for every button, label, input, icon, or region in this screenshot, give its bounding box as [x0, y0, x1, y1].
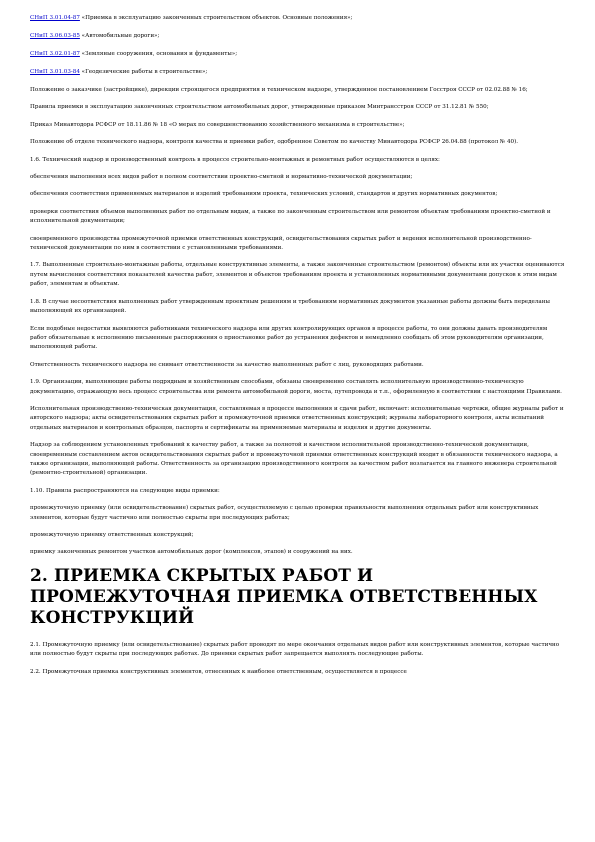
paragraph: Положение о заказчике (застройщике), дирекции строящегося предприятия и техническом надзоре, утвержденное постановлением Госстроя СССР от 02.02.88 № 16; [30, 87, 528, 93]
reference-line [30, 14, 565, 22]
reference-line [30, 50, 565, 58]
paragraph: 1.7. Выполненные строительно-монтажные работы, отдельные конструктивные элементы, а также законченные строительством (ремонтом) объекты или их участки оцениваются путем вычисления соответствия показателей качества работ, элементов и объектов требованиям проекта и установленных нормативными документами допусков к этим видам работ, элементам и объектам. [30, 262, 565, 288]
paragraph: своевременного производства промежуточной приемки ответственных конструкций, освидетельствования скрытых работ и ведения исполнительной производственно-технической документации по ним в соответствии с установленными требованиями. [30, 235, 532, 252]
paragraph: Надзор за соблюдением установленных требований к качеству работ, а также за полнотой и качеством исполнительной производственно-технической документации, своевременным составлением актов освидетельствования скрытых работ и промежуточной приемки ответственных конструкций входит в обязанности технического надзора, а также организации, выполняющей работы. Ответственность за организацию производственного контроля за качеством работ возлагается на главного инженера строительной (ремонтно-строительной) организации. [30, 442, 558, 477]
reference-text: «Геодезические работы в строительстве»; [79, 69, 208, 75]
paragraph: 2.2. Промежуточная приемка конструктивных элементов, отнесенных к наиболее ответственным, осуществляется в процессе [30, 668, 407, 675]
paragraph: обеспечения выполнения всех видов работ в полном соответствии проектно-сметной и нормативно-технической документации; [30, 174, 413, 181]
reference-link[interactable]: СНиП 3.01.04-87 [30, 15, 80, 21]
paragraph: промежуточную приемку ответственных конструкций; [30, 532, 194, 538]
paragraph: 1.6. Технический надзор и производственный контроль в процессе строительно-монтажных и ремонтных работ осуществляются в целях: [30, 156, 440, 163]
paragraph: Правила приемки в эксплуатацию законченных строительством автомобильных дорог, утвержденные приказом Минтрансстроя СССР от 31.12.81 № 550; [30, 104, 489, 111]
reference-text: «Автомобильные дороги»; [79, 33, 160, 39]
paragraph: 1.10. Правила распространяются на следующие виды приемки: [30, 487, 220, 494]
section-heading: 2. ПРИЕМКА СКРЫТЫХ РАБОТ И ПРОМЕЖУТОЧНАЯ ПРИЕМКА ОТВЕТСТВЕННЫХ КОНСТРУКЦИЙ [30, 565, 538, 628]
reference-link[interactable]: СНиП 3.06.03-85 [30, 33, 80, 39]
paragraph: Приказ Минавтодора РСФСР от 18.11.86 № 18 «О мерах по совершенствованию хозяйственного механизма в строительстве»; [30, 121, 405, 128]
paragraph: Положение об отделе технического надзора, контроля качества и приемки работ, одобренное Советом по качеству Минавтодора РСФСР 26.04.88 (протокол № 40). [30, 139, 519, 146]
reference-line [30, 32, 565, 40]
reference-text: «Приемка в эксплуатацию законченных строительством объектов. Основные положения»; [79, 15, 353, 21]
reference-text: «Земляные сооружения, основания и фундаменты»; [79, 51, 238, 57]
paragraph: проверки соответствия объемов выполненных работ по отдельным видам, а также по законченным строительством или ремонтом объектам требованиям проектно-сметной и исполнительной документации; [30, 208, 551, 225]
paragraph: 1.9. Организации, выполняющие работы подрядным и хозяйственным способами, обязаны своевременно составлять исполнительную производственно-техническую документацию, отражающую весь процесс строительства или ремонта автомобильной дороги, моста, путепровода и т.п., оформленную в соответствии с настоящими Правилами. [30, 379, 562, 395]
reference-line [30, 68, 565, 76]
paragraph: Если подобные недостатки выявляются работниками технического надзора или других контролирующих органов в процессе работы, то они должны давать производителям работ обязательные к исполнению письменные распоряжения о приостановке работ до устранения дефектов и немедленно сообщать об этом руководителям организации, выполняющей работы. [30, 325, 548, 351]
paragraph: Исполнительная производственно-техническая документация, составляемая в процессе выполнения и сдачи работ, включает: исполнительные чертежи, общие журналы работ и авторского надзора; акты освидетельствования скрытых работ и промежуточной приемки ответственных конструкций; журналы лабораторного контроля, акты испытаний отдельных материалов и контрольных образцов, паспорта и сертификаты на применяемые материалы и изделия и другие документы. [30, 405, 564, 431]
paragraph: Ответственность технического надзора не снимает ответственности за качество выполненных работ с лиц, руководящих работами. [30, 361, 424, 368]
paragraph: промежуточную приемку (или освидетельствование) скрытых работ, осуществляемую с целью проверки правильности выполнения отдельных работ или конструктивных элементов, которые будут частично или полностью скрыты при последующих работах; [30, 505, 539, 521]
paragraph: 2.1. Промежуточную приемку (или освидетельствование) скрытых работ проводят по мере окончания отдельных видов работ или конструктивных элементов, которые частично или полностью будут скрыты при последующих работах. До приемки скрытых работ запрещается выполнять последующие работы. [30, 641, 560, 658]
paragraph: приемку законченных ремонтом участков автомобильных дорог (комплексов, этапов) и сооружений на них. [30, 549, 353, 556]
paragraph: обеспечения соответствия применяемых материалов и изделий требованиям проекта, технических условий, стандартов и других нормативных документов; [30, 191, 498, 198]
reference-link[interactable]: СНиП 3.02.01-87 [30, 51, 80, 57]
paragraph: 1.8. В случае несоответствия выполненных работ утвержденным проектным решениям и требованиям нормативных документов указанные работы должны быть переделаны выполняющей их организацией. [30, 298, 550, 315]
reference-link[interactable]: СНиП 3.01.03-84 [30, 69, 80, 75]
